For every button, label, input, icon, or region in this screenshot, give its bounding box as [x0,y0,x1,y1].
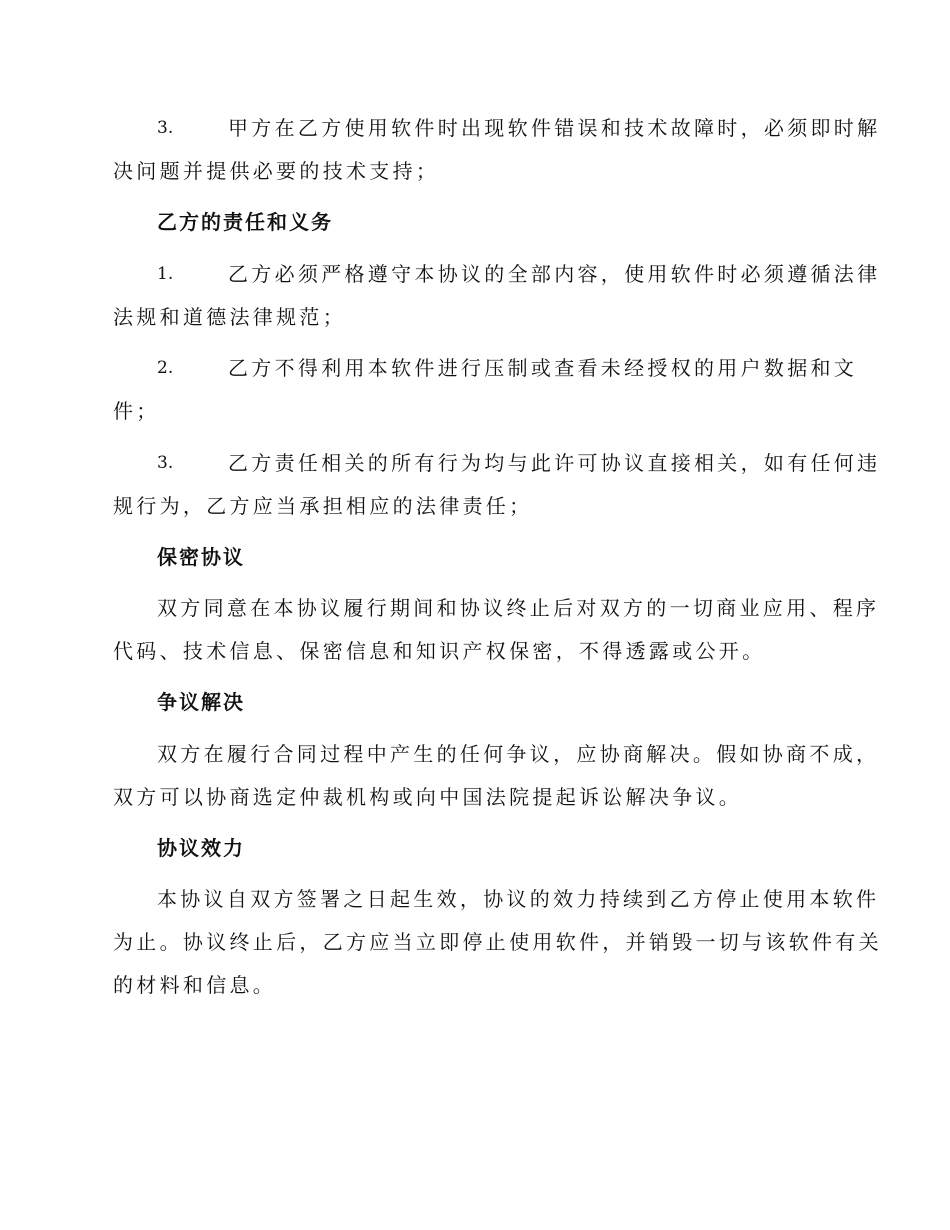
list-item-text-continued: 规行为，乙方应当承担相应的法律责任； [113,494,533,518]
list-number: 1. [157,264,174,284]
list-item-text: 乙方责任相关的所有行为均与此许可协议直接相关，如有任何违 [228,451,881,475]
list-item-text-continued: 件； [113,399,160,423]
section-heading: 乙方的责任和义务 [157,210,333,234]
paragraph-line: 的材料和信息。 [113,973,277,997]
list-item-text: 乙方必须严格遵守本协议的全部内容，使用软件时必须遵循法律 [228,262,881,286]
section-heading: 争议解决 [157,690,245,714]
list-item-text-continued: 决问题并提供必要的技术支持； [113,159,440,183]
paragraph-line: 代码、技术信息、保密信息和知识产权保密，不得透露或公开。 [113,639,766,663]
paragraph-line: 为止。协议终止后，乙方应当立即停止使用软件，并销毁一切与该软件有关 [113,930,882,954]
paragraph-line: 双方可以协商选定仲裁机构或向中国法院提起诉讼解决争议。 [113,785,743,809]
list-number: 2. [157,358,174,378]
list-item-text: 甲方在乙方使用软件时出现软件错误和技术故障时，必须即时解 [228,116,881,140]
list-number: 3. [157,118,174,138]
paragraph-line: 本协议自双方签署之日起生效，协议的效力持续到乙方停止使用本软件 [157,887,880,911]
list-number: 3. [157,453,174,473]
list-item-text-continued: 法规和道德法律规范； [113,305,346,329]
section-heading: 保密协议 [157,545,245,569]
paragraph-line: 双方同意在本协议履行期间和协议终止后对双方的一切商业应用、程序 [157,596,880,620]
list-item-text: 乙方不得利用本软件进行压制或查看未经授权的用户数据和文 [228,356,858,380]
section-heading: 协议效力 [157,836,245,860]
paragraph-line: 双方在履行合同过程中产生的任何争议，应协商解决。假如协商不成， [157,742,880,766]
